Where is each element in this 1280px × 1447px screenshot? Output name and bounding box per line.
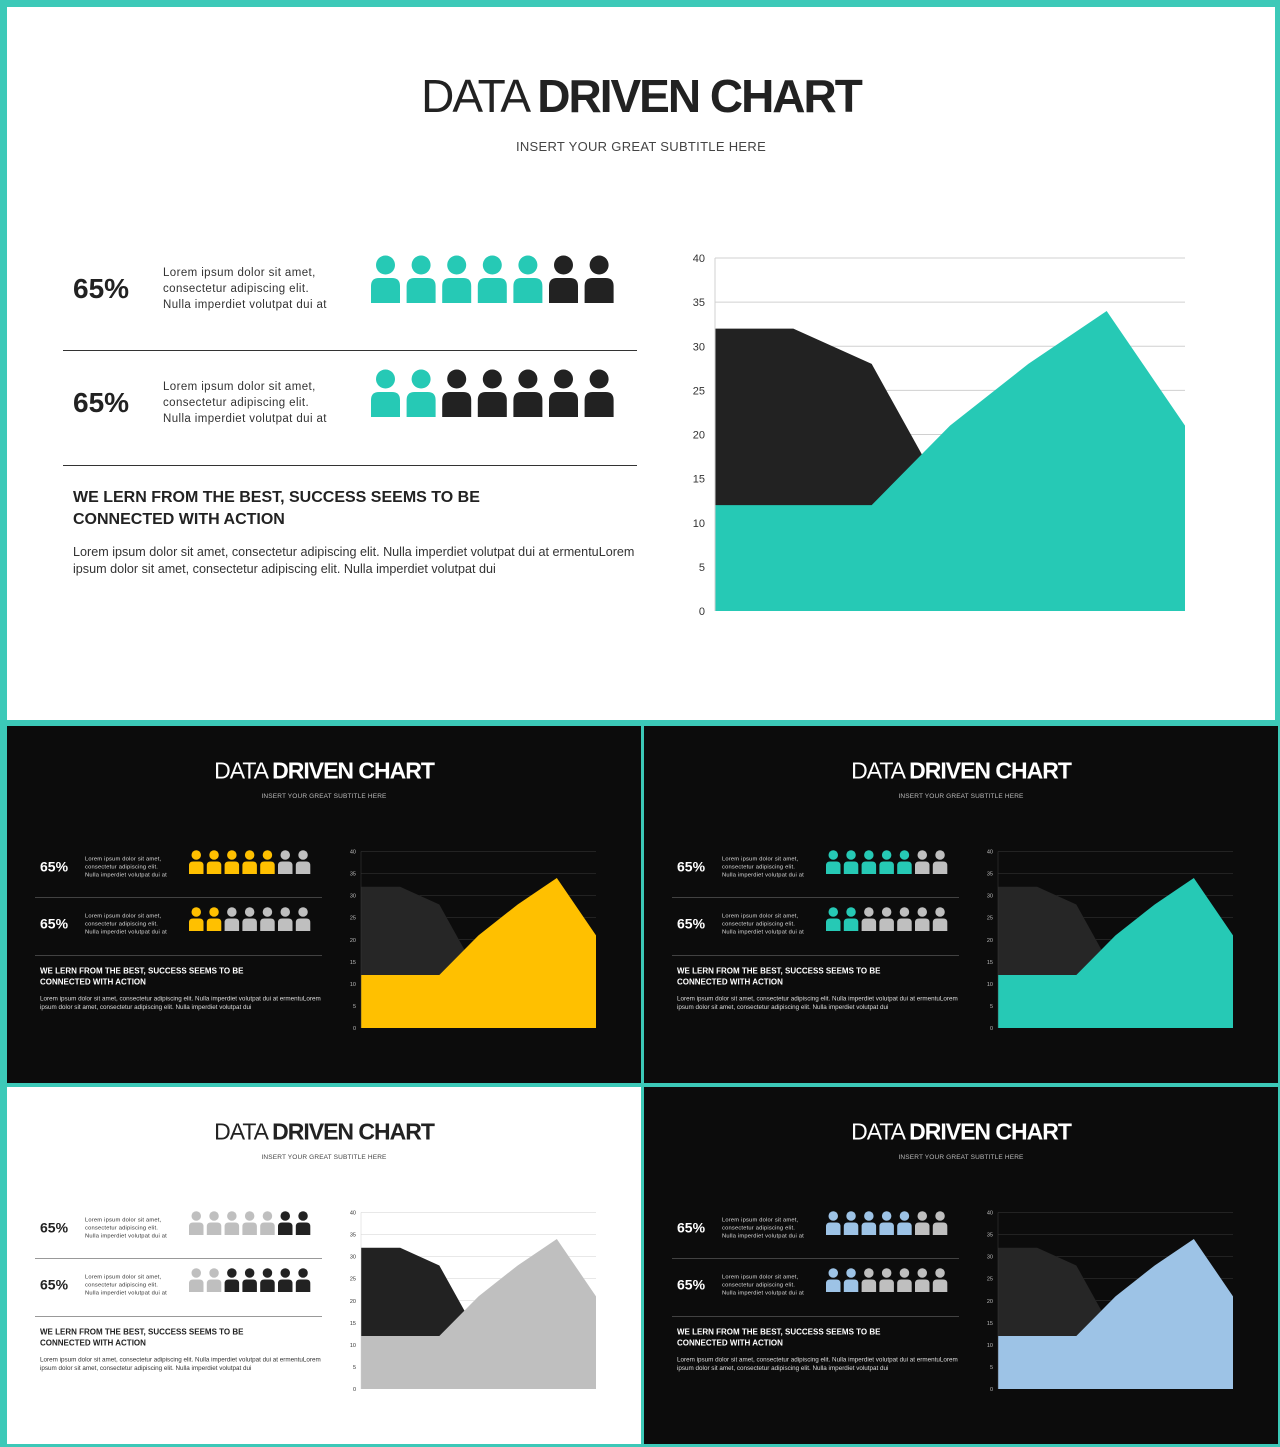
y-tick-label: 40 <box>692 253 705 265</box>
y-tick-label: 0 <box>989 1387 993 1393</box>
area-chart-svg <box>667 239 1207 629</box>
slide-subtitle: INSERT YOUR GREAT SUBTITLE HERE <box>261 792 387 800</box>
stat-row <box>677 912 959 942</box>
y-tick-label: 15 <box>986 959 993 966</box>
person-icon <box>207 1268 222 1292</box>
stat-percent: 65% <box>73 273 130 304</box>
person-icon <box>242 907 257 931</box>
y-tick-label: 20 <box>692 429 705 442</box>
y-tick-label: 30 <box>986 893 993 900</box>
stat-percent: 65% <box>677 916 706 932</box>
title-light: DATA <box>214 1118 267 1145</box>
person-icon <box>933 850 948 874</box>
people-icons <box>371 255 631 311</box>
stat-row <box>73 265 637 325</box>
person-icon <box>225 850 240 874</box>
stat-row <box>40 1216 322 1246</box>
section-heading: WE LERN FROM THE BEST, SUCCESS SEEMS TO BE CONNECTED WITH ACTION <box>677 1328 881 1348</box>
person-icon <box>844 850 859 874</box>
stat-percent: 65% <box>40 916 69 932</box>
person-icon <box>242 850 257 874</box>
person-icon <box>296 1268 311 1292</box>
section-heading: WE LERN FROM THE BEST, SUCCESS SEEMS TO BE CONNECTED WITH ACTION <box>73 489 480 528</box>
person-icon <box>189 907 204 931</box>
section-body: Lorem ipsum dolor sit amet, consectetur adipiscing elit. Nulla imperdiet volutpat dui at ermentuLorem ipsum dolor sit amet, consectetur adipiscing elit. Nulla imperdiet volutpat dui <box>677 1356 958 1372</box>
stat-percent: 65% <box>677 1277 706 1293</box>
person-icon <box>189 1268 204 1292</box>
y-tick-label: 35 <box>986 871 993 878</box>
stat-row <box>40 855 322 885</box>
y-tick-label: 0 <box>698 606 705 618</box>
people-icons <box>189 850 319 878</box>
area-chart-svg <box>974 1203 1244 1398</box>
section-body: Lorem ipsum dolor sit amet, consectetur adipiscing elit. Nulla imperdiet volutpat dui at ermentuLorem ipsum dolor sit amet, consectetur adipiscing elit. Nulla imperdiet volutpat dui <box>40 1356 321 1372</box>
person-icon <box>897 907 912 931</box>
stat-row <box>677 855 959 885</box>
y-tick-label: 40 <box>986 1210 993 1217</box>
person-icon <box>478 256 507 304</box>
stat-description: Lorem ipsum dolor sit amet, consectetur adipiscing elit. Nulla imperdiet volutpat dui at <box>722 856 804 878</box>
area-chart <box>974 1203 1244 1398</box>
title-light: DATA <box>214 757 267 784</box>
slide-content <box>644 726 1278 1083</box>
stat-description: Lorem ipsum dolor sit amet, consectetur adipiscing elit. Nulla imperdiet volutpat dui at <box>722 913 804 935</box>
y-tick-label: 25 <box>986 915 993 922</box>
people-icons <box>826 1211 956 1239</box>
person-icon <box>862 850 877 874</box>
person-icon <box>278 1268 293 1292</box>
person-icon <box>933 1211 948 1235</box>
person-icon <box>478 370 507 418</box>
y-tick-label: 25 <box>349 1276 356 1283</box>
person-icon <box>879 907 894 931</box>
person-icon <box>549 256 578 304</box>
person-icon <box>879 850 894 874</box>
divider <box>672 1259 959 1260</box>
y-tick-label: 10 <box>349 981 356 988</box>
stat-row <box>40 912 322 942</box>
person-icon <box>242 1268 257 1292</box>
divider <box>63 465 637 466</box>
section-heading: WE LERN FROM THE BEST, SUCCESS SEEMS TO BE CONNECTED WITH ACTION <box>677 967 881 987</box>
people-icons <box>826 1268 956 1296</box>
person-icon <box>915 907 930 931</box>
person-icon <box>897 1268 912 1292</box>
person-icon <box>225 1268 240 1292</box>
area-chart <box>667 239 1207 629</box>
slide-subtitle: INSERT YOUR GREAT SUBTITLE HERE <box>898 1153 1024 1161</box>
person-icon <box>862 1211 877 1235</box>
area-chart <box>974 842 1244 1037</box>
y-tick-label: 30 <box>349 1254 356 1261</box>
person-icon <box>225 907 240 931</box>
y-tick-label: 40 <box>349 849 356 856</box>
slide-title <box>7 69 1275 123</box>
person-icon <box>442 256 471 304</box>
slide-subtitle: INSERT YOUR GREAT SUBTITLE HERE <box>898 792 1024 800</box>
stat-percent: 65% <box>40 1277 69 1293</box>
person-icon <box>371 370 400 418</box>
title-light: DATA <box>851 757 904 784</box>
person-icon <box>862 1268 877 1292</box>
slide-content <box>7 7 1275 720</box>
person-icon <box>585 256 614 304</box>
person-icon <box>513 370 542 418</box>
person-icon <box>260 1268 275 1292</box>
y-tick-label: 25 <box>692 385 705 398</box>
divider <box>35 898 322 899</box>
person-icon <box>189 850 204 874</box>
person-icon <box>879 1268 894 1292</box>
stat-description: Lorem ipsum dolor sit amet, consectetur adipiscing elit. Nulla imperdiet volutpat dui at <box>163 381 327 425</box>
section-heading: WE LERN FROM THE BEST, SUCCESS SEEMS TO BE CONNECTED WITH ACTION <box>40 1328 244 1348</box>
title-light: DATA <box>851 1118 904 1145</box>
stat-row <box>677 1273 959 1303</box>
y-tick-label: 35 <box>986 1232 993 1239</box>
person-icon <box>278 907 293 931</box>
person-icon <box>260 850 275 874</box>
person-icon <box>915 1268 930 1292</box>
y-tick-label: 15 <box>692 473 705 486</box>
slide-blue[interactable] <box>644 1087 1278 1444</box>
person-icon <box>189 1211 204 1235</box>
y-tick-label: 30 <box>349 893 356 900</box>
person-icon <box>260 1211 275 1235</box>
person-icon <box>278 850 293 874</box>
title-bold: DRIVEN CHART <box>272 1118 434 1145</box>
y-tick-label: 5 <box>352 1003 356 1010</box>
title-bold: DRIVEN CHART <box>272 757 434 784</box>
section-heading: WE LERN FROM THE BEST, SUCCESS SEEMS TO BE CONNECTED WITH ACTION <box>40 967 244 987</box>
title-bold: DRIVEN CHART <box>909 757 1071 784</box>
stat-percent: 65% <box>677 859 706 875</box>
y-tick-label: 5 <box>989 1003 993 1010</box>
person-icon <box>207 850 222 874</box>
section-body: Lorem ipsum dolor sit amet, consectetur adipiscing elit. Nulla imperdiet volutpat dui at ermentuLorem ipsum dolor sit amet, consectetur adipiscing elit. Nulla imperdiet volutpat dui <box>677 995 958 1011</box>
divider <box>63 350 637 351</box>
person-icon <box>844 1268 859 1292</box>
y-tick-label: 35 <box>692 297 705 310</box>
slide-title <box>644 757 1278 784</box>
person-icon <box>296 1211 311 1235</box>
y-tick-label: 25 <box>349 915 356 922</box>
slide-content <box>7 1087 641 1444</box>
person-icon <box>826 1268 841 1292</box>
stat-percent: 65% <box>40 1220 69 1236</box>
person-icon <box>407 256 436 304</box>
stat-row <box>677 1216 959 1246</box>
person-icon <box>585 370 614 418</box>
divider <box>35 1316 322 1317</box>
stat-percent: 65% <box>677 1220 706 1236</box>
y-tick-label: 35 <box>349 871 356 878</box>
y-tick-label: 10 <box>349 1342 356 1349</box>
slide-title <box>7 1118 641 1145</box>
slide-subtitle: INSERT YOUR GREAT SUBTITLE HERE <box>515 139 767 154</box>
y-tick-label: 25 <box>986 1276 993 1283</box>
people-icons <box>826 850 956 878</box>
divider <box>672 1316 959 1317</box>
stat-row <box>73 379 637 439</box>
section-body: Lorem ipsum dolor sit amet, consectetur adipiscing elit. Nulla imperdiet volutpat dui at ermentuLorem ipsum dolor sit amet, consectetur adipiscing elit. Nulla imperdiet volutpat dui <box>40 995 321 1011</box>
y-tick-label: 10 <box>692 517 705 530</box>
person-icon <box>915 850 930 874</box>
title-bold: DRIVEN CHART <box>537 70 861 122</box>
stat-description: Lorem ipsum dolor sit amet, consectetur adipiscing elit. Nulla imperdiet volutpat dui at <box>163 267 327 311</box>
person-icon <box>826 1211 841 1235</box>
person-icon <box>879 1211 894 1235</box>
area-chart-svg <box>974 842 1244 1037</box>
stat-description: Lorem ipsum dolor sit amet, consectetur adipiscing elit. Nulla imperdiet volutpat dui at <box>85 856 167 878</box>
title-light: DATA <box>421 70 527 122</box>
person-icon <box>371 256 400 304</box>
area-chart-svg <box>337 842 607 1037</box>
slide-main[interactable] <box>7 7 1275 720</box>
y-tick-label: 20 <box>986 1298 993 1305</box>
person-icon <box>296 850 311 874</box>
person-icon <box>513 256 542 304</box>
area-chart <box>337 1203 607 1398</box>
y-tick-label: 5 <box>989 1364 993 1371</box>
person-icon <box>242 1211 257 1235</box>
title-bold: DRIVEN CHART <box>909 1118 1071 1145</box>
divider <box>35 955 322 956</box>
y-tick-label: 0 <box>352 1387 356 1393</box>
y-tick-label: 20 <box>349 937 356 944</box>
area-chart <box>337 842 607 1037</box>
person-icon <box>296 907 311 931</box>
people-icons <box>189 1268 319 1296</box>
stat-description: Lorem ipsum dolor sit amet, consectetur adipiscing elit. Nulla imperdiet volutpat dui at <box>722 1274 804 1296</box>
y-tick-label: 5 <box>352 1364 356 1371</box>
y-tick-label: 10 <box>986 981 993 988</box>
person-icon <box>826 907 841 931</box>
person-icon <box>862 907 877 931</box>
section-body: Lorem ipsum dolor sit amet, consectetur adipiscing elit. Nulla imperdiet volutpat dui at ermentuLorem ipsum dolor sit amet, consectetur adipiscing elit. Nulla imperdiet volutpat dui <box>73 545 635 576</box>
y-tick-label: 10 <box>986 1342 993 1349</box>
y-tick-label: 30 <box>986 1254 993 1261</box>
people-icons <box>189 1211 319 1239</box>
stat-description: Lorem ipsum dolor sit amet, consectetur adipiscing elit. Nulla imperdiet volutpat dui at <box>85 913 167 935</box>
y-tick-label: 20 <box>349 1298 356 1305</box>
person-icon <box>933 1268 948 1292</box>
person-icon <box>549 370 578 418</box>
people-icons <box>371 369 631 425</box>
stat-description: Lorem ipsum dolor sit amet, consectetur adipiscing elit. Nulla imperdiet volutpat dui at <box>722 1217 804 1239</box>
y-tick-label: 0 <box>989 1026 993 1032</box>
person-icon <box>897 850 912 874</box>
stat-row <box>40 1273 322 1303</box>
slide-title <box>7 757 641 784</box>
slide-title <box>644 1118 1278 1145</box>
y-tick-label: 15 <box>986 1320 993 1327</box>
y-tick-label: 40 <box>349 1210 356 1217</box>
slide-content <box>644 1087 1278 1444</box>
person-icon <box>207 907 222 931</box>
slide-gray[interactable] <box>7 1087 641 1444</box>
y-tick-label: 5 <box>698 561 705 574</box>
y-tick-label: 30 <box>692 341 705 354</box>
person-icon <box>278 1211 293 1235</box>
y-tick-label: 0 <box>352 1026 356 1032</box>
person-icon <box>915 1211 930 1235</box>
y-tick-label: 15 <box>349 959 356 966</box>
person-icon <box>826 850 841 874</box>
slide-teal[interactable] <box>644 726 1278 1083</box>
area-chart-svg <box>337 1203 607 1398</box>
stat-description: Lorem ipsum dolor sit amet, consectetur adipiscing elit. Nulla imperdiet volutpat dui at <box>85 1274 167 1296</box>
divider <box>672 955 959 956</box>
y-tick-label: 40 <box>986 849 993 856</box>
people-icons <box>826 907 956 935</box>
slide-content <box>7 726 641 1083</box>
y-tick-label: 20 <box>986 937 993 944</box>
slide-subtitle: INSERT YOUR GREAT SUBTITLE HERE <box>261 1153 387 1161</box>
person-icon <box>897 1211 912 1235</box>
y-tick-label: 15 <box>349 1320 356 1327</box>
divider <box>672 898 959 899</box>
person-icon <box>933 907 948 931</box>
person-icon <box>260 907 275 931</box>
person-icon <box>407 370 436 418</box>
person-icon <box>225 1211 240 1235</box>
slide-yellow[interactable] <box>7 726 641 1083</box>
stat-percent: 65% <box>40 859 69 875</box>
stat-percent: 65% <box>73 387 130 418</box>
divider <box>35 1259 322 1260</box>
person-icon <box>844 1211 859 1235</box>
stat-description: Lorem ipsum dolor sit amet, consectetur adipiscing elit. Nulla imperdiet volutpat dui at <box>85 1217 167 1239</box>
person-icon <box>442 370 471 418</box>
people-icons <box>189 907 319 935</box>
y-tick-label: 35 <box>349 1232 356 1239</box>
person-icon <box>207 1211 222 1235</box>
person-icon <box>844 907 859 931</box>
